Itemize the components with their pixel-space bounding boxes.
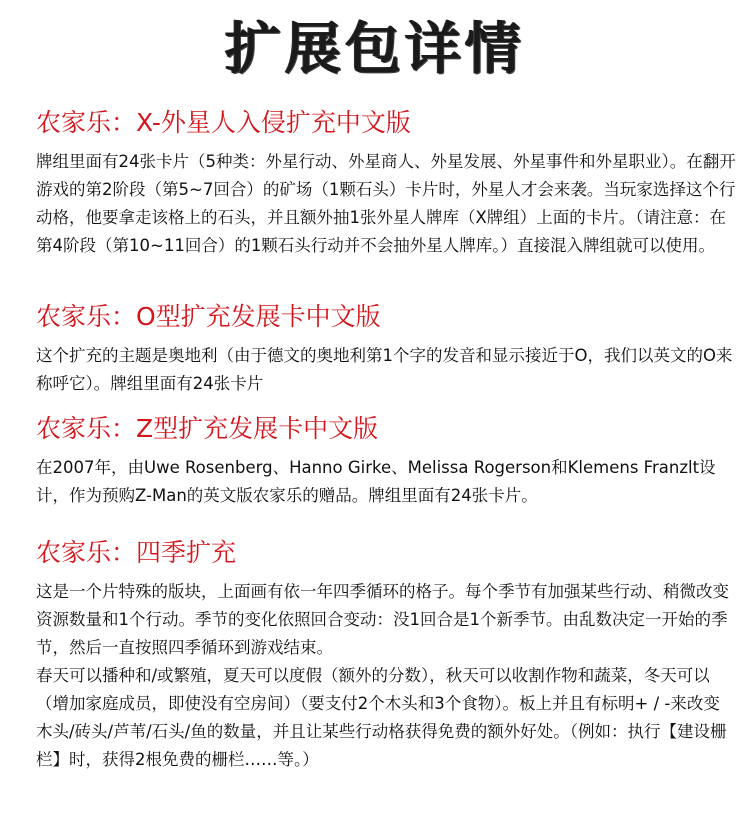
section-four-seasons bbox=[36, 536, 736, 774]
section-body: 牌组里面有24张卡片（5种类：外星行动、外星商人、外星发展、外星事件和外星职业）。在翻开游戏的第2阶段（第5~7回合）的矿场（1颗石头）卡片时，外星人才会来袭。当玩家选择这个行动格，他要拿走该格上的石头，并且额外抽1张外星人牌库（X牌组）上面的卡片。（请注意：在第4阶段（第10~11回合）的1颗石头行动并不会抽外星人牌库。）直接混入牌组就可以使用。 bbox=[36, 152, 736, 255]
page-title: 扩展包详情 bbox=[225, 16, 525, 82]
section-z-deck bbox=[36, 412, 736, 510]
section-x-alien-invasion bbox=[36, 106, 736, 260]
section-body: 在2007年，由Uwe Rosenberg、Hanno Girke、Melissa Rogerson和Klemens Franzlt设计，作为预购Z-Man的英文版农家乐的赠品。牌组里面有24张卡片。 bbox=[36, 458, 716, 505]
section-heading: 农家乐：Z型扩充发展卡中文版 bbox=[36, 414, 379, 443]
section-body: 这是一个片特殊的版块，上面画有依一年四季循环的格子。每个季节有加强某些行动、稍微改变资源数量和1个行动。季节的变化依照回合变动：没1回合是1个新季节。由乱数决定一开始的季节，然后一直按照四季循环到游戏结束。 春天可以播种和/或繁殖，夏天可以度假（额外的分数），秋天可以收割作物和蔬菜，冬天可以（增加家庭成员，即使没有空房间）（要支付2个木头和3个食物）。板上并且有标明+ / -来改变木头/砖头/芦苇/石头/鱼的数量，并且让某些行动格获得免费的额外好处。（例如：执行【建设栅栏】时，获得2根免费的栅栏……等。） bbox=[36, 582, 729, 769]
section-o-deck bbox=[36, 300, 736, 398]
section-heading: 农家乐：X-外星人入侵扩充中文版 bbox=[36, 108, 411, 137]
section-heading: 农家乐：O型扩充发展卡中文版 bbox=[36, 302, 381, 331]
section-body: 这个扩充的主题是奥地利（由于德文的奥地利第1个字的发音和显示接近于O，我们以英文的O来称呼它）。牌组里面有24张卡片 bbox=[36, 346, 733, 393]
section-heading: 农家乐：四季扩充 bbox=[36, 538, 237, 567]
